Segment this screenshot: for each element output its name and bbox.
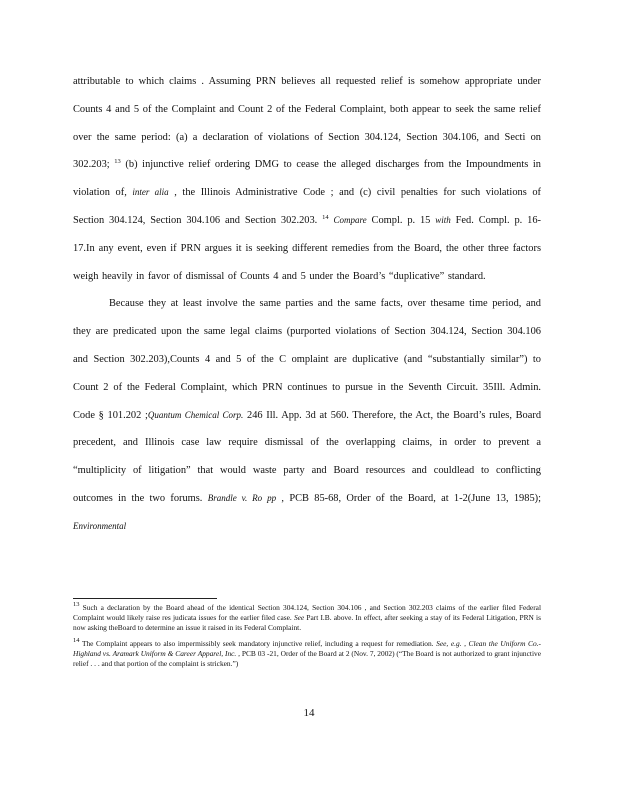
text-run: , PCB 03 -21, Order of the Board at 2 (Nov. 7, 2002) (“The Board is not authorized to grant injunctive relief . . . and that portion of the complaint is stricken.”) xyxy=(73,648,541,668)
page-number: 14 xyxy=(303,707,315,719)
body-text xyxy=(73,68,541,541)
text-run: 246 Ill. App. 3d at 560. Therefore, the Act, the Board’s rules, Board precedent, and Illinois case law require dismissal of the overlapping claims, in order to prevent a “multiplicity of litigation” that would waste party and Board resources and couldlead to conflicting outcomes in the two forums. xyxy=(73,409,542,504)
footnote xyxy=(73,636,541,669)
text-run: Compl. p. 15 xyxy=(366,214,436,226)
italic-text: Environmental xyxy=(73,520,127,531)
italic-text: Clean the Uniform Co.-Highland vs. Aramark Uniform & Career Apparel, Inc. xyxy=(73,638,541,658)
italic-text: with xyxy=(435,214,451,225)
italic-text: inter alia xyxy=(132,187,169,198)
italic-text: Compare xyxy=(333,214,367,225)
text-run: attributable to which claims . Assuming PRN believes all requested relief is somehow appropriate under Counts 4 and 5 of the Complaint and Count 2 of the Federal Complaint, both appear to seek the same relief over the same period: (a) a declaration of violations of Section 304.124, Section 304.106, and Secti on 302.203; xyxy=(73,76,541,171)
text-run: Such a declaration by the Board ahead of the identical Section 304.124, Section 304.106 , and Section 302.203 claims of the earlier filed Federal Complaint would likely raise res judicata issues for the earlier filed case. xyxy=(73,603,541,622)
footnotes xyxy=(73,603,541,674)
footnote-ref: 13 xyxy=(114,158,121,166)
footnote-ref: 13 xyxy=(73,601,80,608)
italic-text: See xyxy=(293,612,305,622)
text-run: Because they at least involve the same parties and the same facts, over thesame time period, and they are predicated upon the same legal claims (purported violations of Section 304.124, Section 304.106 and Section 302.203),Counts 4 and 5 of the C omplaint are duplicative (and “substantially similar”) to Count 2 of the Federal Complaint, which PRN continues to pursue in the Seventh Circuit. 35Ill. Admin. Code § 101.202 ; xyxy=(73,298,541,421)
footnote xyxy=(73,603,541,633)
text-run: Part I.B. above. In effect, after seeking a stay of its Federal Litigation, PRN is now asking theBoard to determine an issue it raised in its Federal Complaint. xyxy=(73,612,541,632)
italic-text: Quantum Chemical Corp. xyxy=(147,409,244,420)
footnote-ref: 14 xyxy=(73,636,80,644)
text-run: (b) injunctive relief ordering DMG to cease the alleged discharges from the Impoundments in violation of, xyxy=(73,159,541,199)
paragraph xyxy=(73,290,541,540)
text-run: The Complaint appears to also impermissibly seek mandatory injunctive relief, including a request for remediation. xyxy=(79,638,437,648)
footnote-separator xyxy=(73,598,217,599)
text-run: , xyxy=(461,638,469,648)
italic-text: See, e.g. xyxy=(436,638,462,648)
footnote-ref: 14 xyxy=(322,213,329,221)
text-run: , PCB 85-68, Order of the Board, at 1-2(June 13, 1985); xyxy=(276,492,541,504)
text-run: , the Illinois Administrative Code ; and (c) civil penalties for such violations of Section 304.124, Section 304.106 and Section 302.203. xyxy=(73,187,542,226)
italic-text: Brandle v. Ro pp xyxy=(207,492,277,503)
paragraph xyxy=(73,68,541,290)
text-run: Fed. Compl. p. 16-17.In any event, even if PRN argues it is seeking different remedies from the Board, the other three factors weigh heavily in favor of dismissal of Counts 4 and 5 under the Board’s “duplicative” standard. xyxy=(73,214,541,282)
